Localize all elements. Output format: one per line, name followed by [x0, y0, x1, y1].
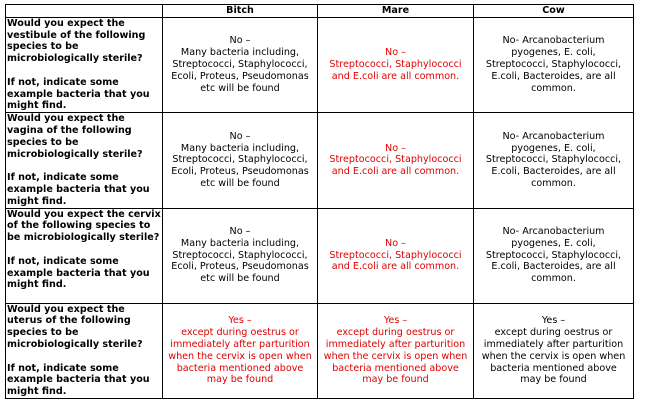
answer-mare: No – Streptococci, Staphylococci and E.coli are all common. [318, 17, 474, 112]
answer-bitch: No – Many bacteria including, Streptococci, Staphylococci, Ecoli, Proteus, Pseudomonas etc will be found [163, 17, 318, 112]
answer-mare: Yes – except during oestrus or immediately after parturition when the cervix is open when bacteria mentioned above may be found [318, 303, 474, 398]
header-blank [6, 5, 163, 18]
answer-bitch: No – Many bacteria including, Streptococci, Staphylococci, Ecoli, Proteus, Pseudomonas etc will be found [163, 113, 318, 208]
header-row [6, 5, 634, 18]
answer-mare: No – Streptococci, Staphylococci and E.coli are all common. [318, 113, 474, 208]
answer-cow: No- Arcanobacterium pyogenes, E. coli, Streptococci, Staphylococci, E.coli, Bacteroides, are all common. [474, 17, 634, 112]
table-row [6, 17, 634, 112]
question-followup: If not, indicate some example bacteria that you might find. [7, 76, 150, 112]
question-followup: If not, indicate some example bacteria that you might find. [7, 362, 150, 398]
answer-cow: No- Arcanobacterium pyogenes, E. coli, Streptococci, Staphylococci, E.coli, Bacteroides, are all common. [474, 208, 634, 303]
answer-bitch: Yes – except during oestrus or immediately after parturition when the cervix is open when bacteria mentioned above may be found [163, 303, 318, 398]
table-row [6, 208, 634, 303]
header-bitch: Bitch [163, 5, 318, 18]
header-mare: Mare [318, 5, 474, 18]
answer-cow: Yes – except during oestrus or immediately after parturition when the cervix is open when bacteria mentioned above may be found [474, 303, 634, 398]
question-cell [6, 303, 163, 398]
question-cell [6, 208, 163, 303]
question-text: Would you expect the uterus of the following species to be microbiologically sterile? [7, 303, 143, 350]
question-text: Would you expect the cervix of the following species to be microbiologically sterile? [7, 208, 161, 244]
sterility-table [5, 4, 634, 399]
question-cell [6, 113, 163, 208]
answer-cow: No- Arcanobacterium pyogenes, E. coli, Streptococci, Staphylococci, E.coli, Bacteroides, are all common. [474, 113, 634, 208]
answer-bitch: No – Many bacteria including, Streptococci, Staphylococci, Ecoli, Proteus, Pseudomonas etc will be found [163, 208, 318, 303]
table-row [6, 113, 634, 208]
answer-mare: No – Streptococci, Staphylococci and E.coli are all common. [318, 208, 474, 303]
question-followup: If not, indicate some example bacteria that you might find. [7, 172, 150, 207]
header-cow: Cow [474, 5, 634, 18]
table-row [6, 303, 634, 398]
question-text: Would you expect the vestibule of the following species to be microbiologically sterile? [7, 17, 146, 65]
question-text: Would you expect the vagina of the following species to be microbiologically sterile? [7, 113, 143, 160]
question-cell [6, 17, 163, 112]
question-followup: If not, indicate some example bacteria that you might find. [7, 255, 150, 291]
